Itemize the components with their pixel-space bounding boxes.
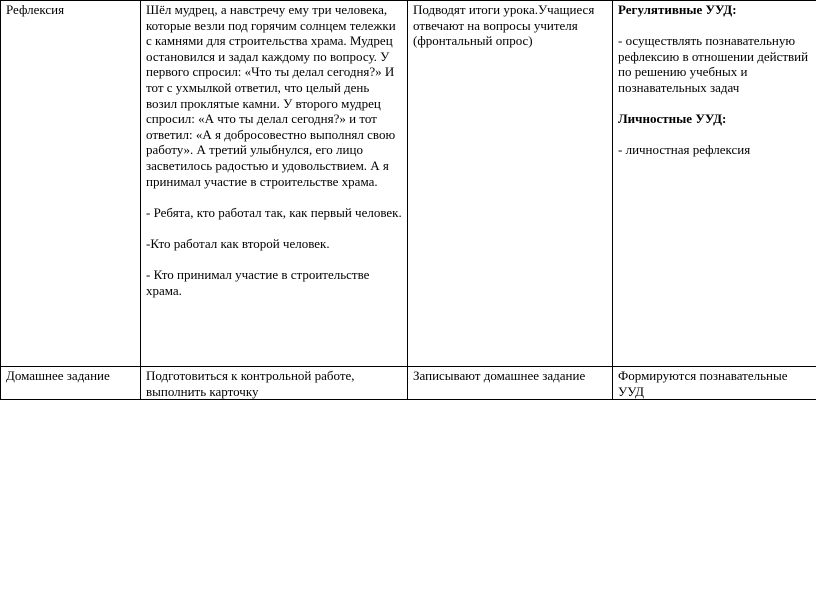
regulatory-uud-text: - осуществлять познавательную рефлексию в отношении действий по решению учебных и познавательных задач <box>618 33 809 95</box>
question-second-person: -Кто работал как второй человек. <box>146 235 330 251</box>
student-activity-text: Записывают домашнее задание <box>413 368 586 383</box>
table-row-reflection <box>1 1 816 367</box>
stage-cell <box>1 1 141 367</box>
question-first-person: - Ребята, кто работал так, как первый человек. <box>146 204 402 220</box>
personal-uud-title: Личностные УУД: <box>618 111 727 127</box>
student-activity-cell <box>408 1 613 367</box>
stage-name: Домашнее задание <box>6 368 110 383</box>
personal-uud-text: - личностная рефлексия <box>618 142 751 158</box>
stage-cell <box>1 367 141 400</box>
stage-name: Рефлексия <box>6 2 65 17</box>
uud-cell <box>613 1 816 367</box>
teacher-activity-cell <box>141 367 408 400</box>
table-row-homework <box>1 367 816 400</box>
teacher-activity-cell <box>141 1 408 367</box>
sage-story-text: Шёл мудрец, а навстречу ему три человека, которые везли под горячим солнцем тележки с камнями для строительства храма. Мудрец остановился и задал каждому по вопросу. У первого спросил: «Что ты делал сегодня?» И тот с ухмылкой ответил, что целый день возил проклятые камни. У второго мудрец спросил: «А что ты делал сегодня?» и тот ответил: «А я добросовестно выполнял свою работу». А третий улыбнулся, его лицо засветилось радостью и удовольствием. А я принимал участие в строительстве храма. <box>146 2 396 189</box>
student-activity-text: Подводят итоги урока.Учащиеся отвечают на вопросы учителя (фронтальный опрос) <box>413 2 595 49</box>
homework-task-text: Подготовиться к контрольной работе, выполнить карточку <box>146 368 355 399</box>
regulatory-uud-title: Регулятивные УУД: <box>618 2 737 17</box>
student-activity-cell <box>408 367 613 400</box>
uud-text: Формируются познавательные УУД <box>618 368 788 399</box>
question-temple-builders: - Кто принимал участие в строительстве храма. <box>146 267 370 298</box>
uud-cell <box>613 367 816 400</box>
